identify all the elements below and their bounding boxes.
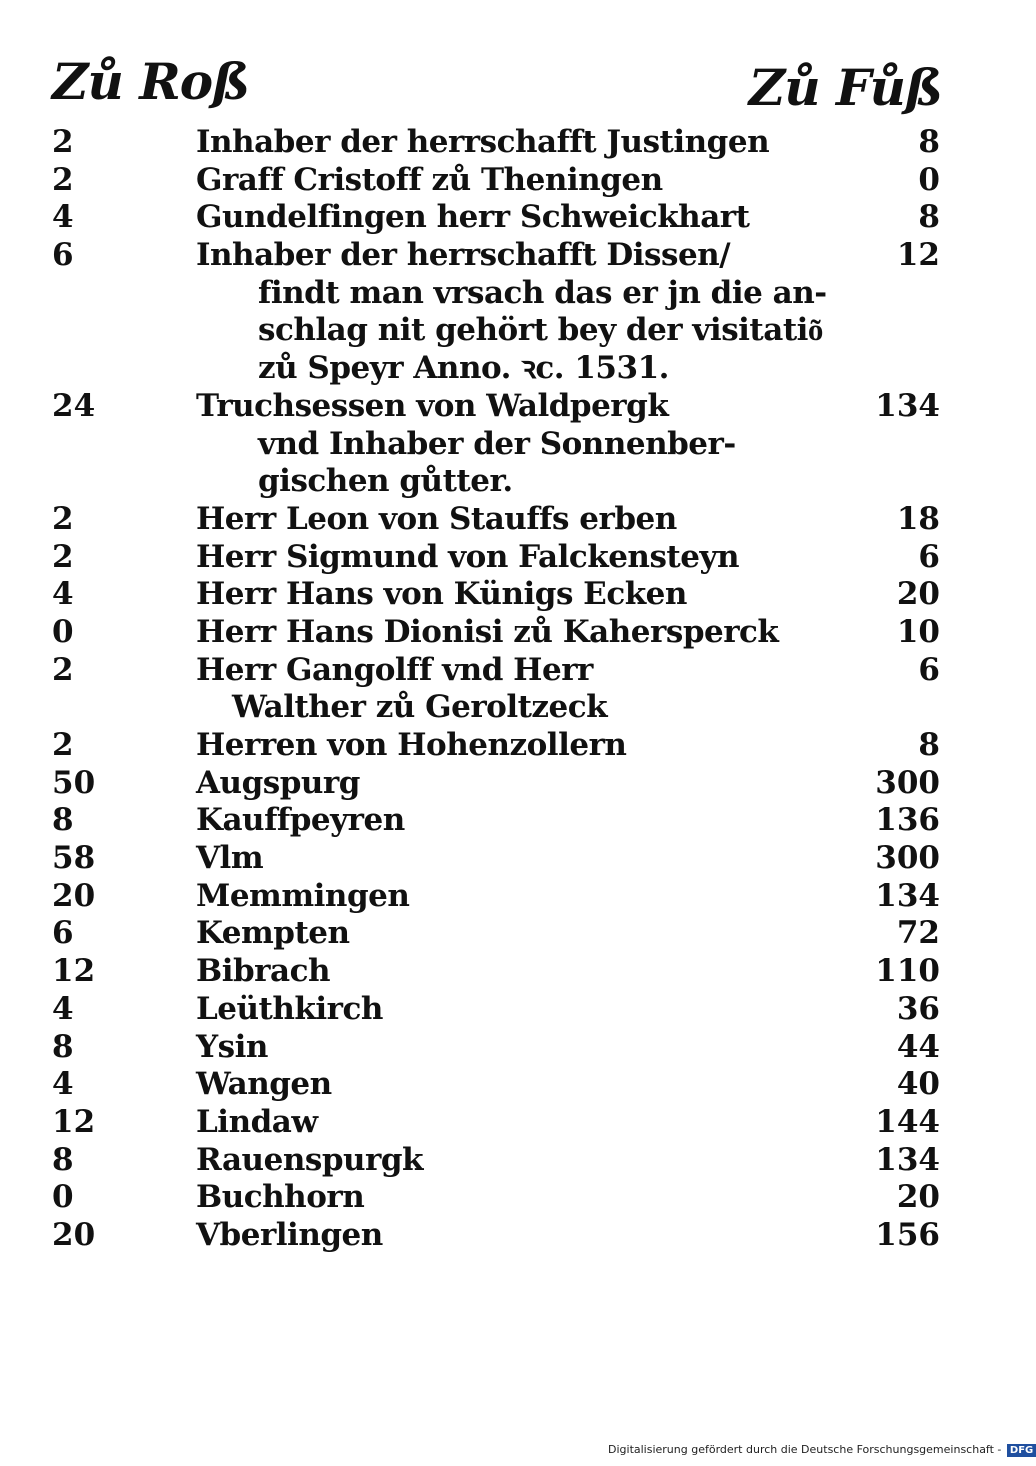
horse-count: 8 [52, 802, 74, 839]
estate-name: Herr Sigmund von Falckensteyn [196, 538, 740, 575]
horse-count: 2 [52, 124, 74, 160]
estate-name: Kempten [196, 915, 350, 952]
table-row [0, 953, 1000, 991]
table-row [0, 576, 1000, 614]
header-foot: Zů Fůß [748, 58, 942, 117]
horse-count: 2 [52, 538, 74, 575]
estate-name: Inhaber der herrschafft Justingen [196, 124, 770, 160]
horse-count: 2 [52, 727, 74, 763]
estate-name: Vberlingen [196, 1216, 383, 1253]
estate-name: Herren von Hohenzollern [196, 727, 627, 763]
horse-count: 8 [52, 1141, 74, 1178]
estate-name: Bibrach [196, 953, 330, 990]
foot-count: 0 [918, 161, 940, 198]
horse-count: 4 [52, 199, 74, 236]
table-row [0, 1066, 1000, 1104]
estate-name: vnd Inhaber der Sonnenber- [258, 425, 736, 462]
foot-count: 40 [896, 1066, 940, 1103]
table-row [0, 199, 1000, 237]
table-row [0, 539, 1000, 577]
foot-count: 8 [918, 124, 940, 160]
foot-count: 10 [896, 613, 940, 650]
foot-count: 18 [896, 500, 940, 537]
estate-name: Herr Leon von Stauffs erben [196, 500, 677, 537]
horse-count: 4 [52, 990, 74, 1027]
foot-count: 300 [875, 764, 940, 801]
horse-count: 6 [52, 237, 74, 274]
horse-count: 6 [52, 915, 74, 952]
muster-table [0, 124, 1000, 1255]
foot-count: 44 [896, 1028, 940, 1065]
table-row [0, 991, 1000, 1029]
funding-credit [608, 1443, 1036, 1457]
horse-count: 8 [52, 1028, 74, 1065]
table-row [0, 501, 1000, 539]
estate-name: Graff Cristoff zů Theningen [196, 161, 663, 198]
foot-count: 20 [896, 1179, 940, 1216]
table-row [0, 840, 1000, 878]
estate-name: Lindaw [196, 1103, 318, 1140]
table-row [0, 652, 1000, 690]
header-horse: Zů Roß [52, 52, 250, 111]
estate-name: Herr Hans von Künigs Ecken [196, 576, 687, 613]
foot-count: 144 [875, 1103, 940, 1140]
foot-count: 6 [918, 651, 940, 688]
horse-count: 0 [52, 1179, 74, 1216]
horse-count: 0 [52, 613, 74, 650]
foot-count: 20 [896, 576, 940, 613]
table-row [0, 275, 1000, 313]
estate-name: schlag nit gehört bey der visitatio͂ [258, 312, 823, 349]
foot-count: 156 [875, 1216, 940, 1253]
foot-count: 72 [896, 915, 940, 952]
estate-name: Augspurg [196, 764, 360, 801]
estate-name: Inhaber der herrschafft Dissen/ [196, 237, 731, 274]
estate-name: Kauffpeyren [196, 802, 405, 839]
foot-count: 110 [875, 953, 940, 990]
horse-count: 4 [52, 576, 74, 613]
estate-name: Herr Gangolff vnd Herr [196, 651, 593, 688]
foot-count: 8 [918, 727, 940, 763]
horse-count: 2 [52, 500, 74, 537]
estate-name: Gundelfingen herr Schweickhart [196, 199, 750, 236]
table-row [0, 1142, 1000, 1180]
table-row [0, 162, 1000, 200]
foot-count: 134 [875, 877, 940, 914]
foot-count: 134 [875, 387, 940, 424]
horse-count: 50 [52, 764, 96, 801]
estate-name: gischen gůtter. [258, 463, 513, 500]
foot-count: 12 [896, 237, 940, 274]
estate-name: zů Speyr Anno. ꝛc. 1531. [258, 350, 669, 387]
table-row [0, 463, 1000, 501]
table-row [0, 689, 1000, 727]
table-row [0, 614, 1000, 652]
table-row [0, 1104, 1000, 1142]
foot-count: 300 [875, 840, 940, 877]
table-row [0, 878, 1000, 916]
estate-name: Truchsessen von Waldpergk [196, 387, 669, 424]
table-row [0, 426, 1000, 464]
foot-count: 134 [875, 1141, 940, 1178]
estate-name: Memmingen [196, 877, 410, 914]
foot-count: 8 [918, 199, 940, 236]
estate-name: Walther zů Geroltzeck [232, 689, 608, 726]
horse-count: 24 [52, 387, 96, 424]
estate-name: Vlm [196, 840, 264, 877]
estate-name: Herr Hans Dionisi zů Kahersperck [196, 613, 779, 650]
dfg-logo: DFG [1007, 1444, 1036, 1457]
horse-count: 12 [52, 1103, 96, 1140]
table-row [0, 765, 1000, 803]
horse-count: 2 [52, 651, 74, 688]
table-row [0, 802, 1000, 840]
horse-count: 20 [52, 1216, 96, 1253]
horse-count: 12 [52, 953, 96, 990]
table-row [0, 388, 1000, 426]
table-row [0, 1029, 1000, 1067]
estate-name: Buchhorn [196, 1179, 365, 1216]
table-row [0, 727, 1000, 765]
table-row [0, 312, 1000, 350]
estate-name: Leüthkirch [196, 990, 383, 1027]
foot-count: 136 [875, 802, 940, 839]
estate-name: Rauenspurgk [196, 1141, 424, 1178]
horse-count: 2 [52, 161, 74, 198]
estate-name: Ysin [196, 1028, 268, 1065]
horse-count: 4 [52, 1066, 74, 1103]
table-row [0, 237, 1000, 275]
foot-count: 36 [896, 990, 940, 1027]
horse-count: 20 [52, 877, 96, 914]
table-row [0, 1217, 1000, 1255]
estate-name: Wangen [196, 1066, 332, 1103]
foot-count: 6 [918, 538, 940, 575]
table-row [0, 124, 1000, 162]
table-row [0, 350, 1000, 388]
table-row [0, 915, 1000, 953]
funding-credit-text: Digitalisierung gefördert durch die Deutsche Forschungsgemeinschaft - [608, 1443, 1002, 1456]
estate-name: findt man vrsach das er jn die an- [258, 274, 827, 311]
table-row [0, 1179, 1000, 1217]
horse-count: 58 [52, 840, 96, 877]
